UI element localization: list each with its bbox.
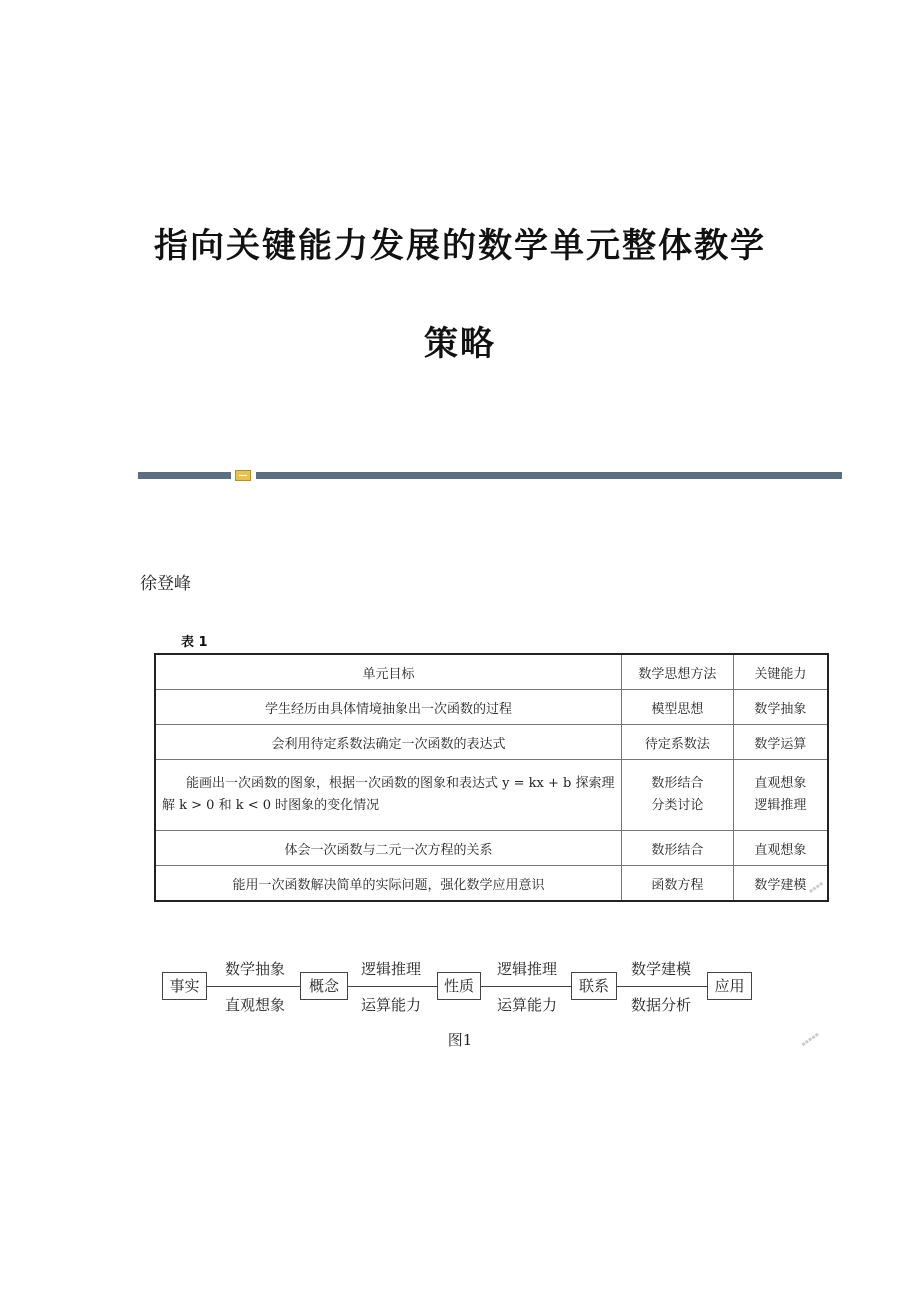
watermark-stamp: ▪▪▪▪ xyxy=(807,879,825,896)
cell-goal xyxy=(155,760,622,831)
decorative-divider xyxy=(138,470,842,482)
title-line-2: 策略 xyxy=(424,324,496,364)
cell-ability: 数学抽象 xyxy=(733,690,828,725)
cell-method-line: 分类讨论 xyxy=(651,798,704,813)
table-row xyxy=(155,760,828,831)
cell-ability: 数学建模 xyxy=(733,866,828,902)
concept-flow-diagram xyxy=(162,952,762,1022)
figure-caption: 图1 xyxy=(447,1031,473,1049)
flow-link-label-top: 数学建模 xyxy=(630,960,691,978)
cell-goal-line: 能画出一次函数的图象，根据一次函数的图象和表达式 y = kx + b 探索理 xyxy=(186,776,615,791)
divider-bar-left xyxy=(138,472,231,479)
divider-emblem-icon xyxy=(235,470,251,481)
flow-link-label-top: 数学抽象 xyxy=(224,960,285,978)
table-row xyxy=(155,831,828,866)
cell-goal: 体会一次函数与二元一次方程的关系 xyxy=(155,831,622,866)
flow-node-connection: 联系 xyxy=(571,972,617,1000)
flow-node-facts: 事实 xyxy=(162,972,207,1000)
flow-connector xyxy=(348,986,438,987)
table-row xyxy=(155,725,828,760)
author-name: 徐登峰 xyxy=(140,574,191,594)
cell-ability-line: 直观想象 xyxy=(754,776,807,791)
table-header-row xyxy=(155,654,828,690)
header-ability: 关键能力 xyxy=(733,654,828,690)
divider-bar-right xyxy=(256,472,842,479)
cell-goal: 学生经历由具体情境抽象出一次函数的过程 xyxy=(155,690,622,725)
cell-goal-line: 解 k > 0 和 k < 0 时图象的变化情况 xyxy=(162,798,380,813)
flow-link-label-bottom: 数据分析 xyxy=(630,996,691,1014)
cell-method: 待定系数法 xyxy=(622,725,734,760)
header-unit-goal: 单元目标 xyxy=(155,654,622,690)
flow-connector xyxy=(206,986,300,987)
flow-node-application: 应用 xyxy=(707,972,752,1000)
table-caption: 表 1 xyxy=(181,635,208,650)
cell-method: 函数方程 xyxy=(622,866,734,902)
table-row xyxy=(155,690,828,725)
flow-link-label-top: 逻辑推理 xyxy=(360,960,421,978)
header-method: 数学思想方法 xyxy=(622,654,734,690)
flow-connector xyxy=(616,986,708,987)
cell-ability-line: 逻辑推理 xyxy=(754,798,807,813)
table-row xyxy=(155,866,828,902)
flow-link-label-bottom: 运算能力 xyxy=(360,996,421,1014)
cell-ability: 数学运算 xyxy=(733,725,828,760)
cell-ability: 直观想象 xyxy=(733,831,828,866)
flow-node-property: 性质 xyxy=(437,972,481,1000)
title-line-1: 指向关键能力发展的数学单元整体教学 xyxy=(154,226,766,266)
cell-goal: 能用一次函数解决简单的实际问题，强化数学应用意识 xyxy=(155,866,622,902)
watermark-stamp: ▪▪▪▪▪ xyxy=(799,1030,821,1049)
flow-node-concept: 概念 xyxy=(300,972,348,1000)
flow-link-label-bottom: 直观想象 xyxy=(224,996,285,1014)
cell-ability xyxy=(733,760,828,831)
cell-method: 数形结合 xyxy=(622,831,734,866)
flow-link-label-top: 逻辑推理 xyxy=(496,960,557,978)
cell-goal: 会利用待定系数法确定一次函数的表达式 xyxy=(155,725,622,760)
cell-method-line: 数形结合 xyxy=(651,776,704,791)
cell-method: 模型思想 xyxy=(622,690,734,725)
flow-connector xyxy=(480,986,572,987)
flow-link-label-bottom: 运算能力 xyxy=(496,996,557,1014)
unit-goals-table xyxy=(154,653,829,902)
cell-method xyxy=(622,760,734,831)
